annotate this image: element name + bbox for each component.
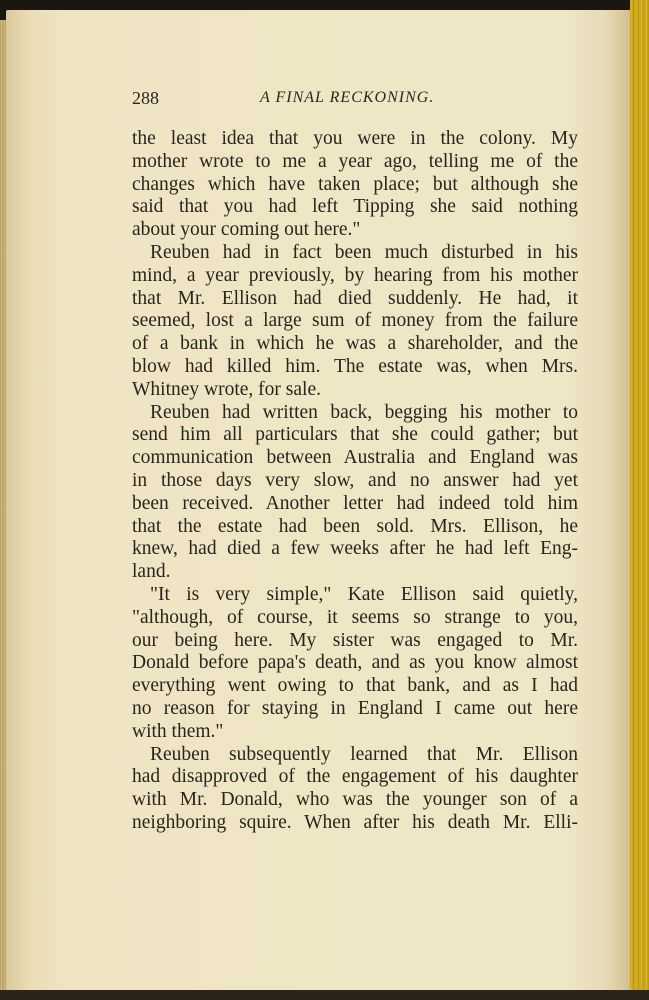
- text-line: Reuben had written back, begging his mother to: [150, 401, 578, 423]
- text-line: send him all particulars that she could gather; but: [132, 424, 578, 446]
- text-line: that the estate had been sold. Mrs. Ellison, he: [132, 515, 578, 537]
- text-line: land.: [132, 561, 171, 583]
- text-line: Reuben had in fact been much disturbed in his: [150, 241, 578, 263]
- text-line: no reason for staying in England I came out here: [132, 697, 578, 719]
- running-title: A FINAL RECKONING.: [260, 89, 435, 106]
- text-line: of a bank in which he was a shareholder, and the: [132, 333, 578, 355]
- text-line: seemed, lost a large sum of money from the failure: [132, 310, 578, 332]
- text-line: said that you had left Tipping she said nothing: [132, 196, 578, 218]
- text-line: with Mr. Donald, who was the younger son of a: [132, 789, 578, 811]
- paragraph-3: [132, 402, 578, 584]
- text-line: blow had killed him. The estate was, when Mrs.: [132, 355, 578, 377]
- paragraph-2: [132, 242, 578, 402]
- text-line: "although, of course, it seems so strange to you,: [132, 606, 578, 628]
- text-line: with them.": [132, 720, 224, 742]
- page-header: [132, 88, 578, 110]
- text-line: Donald before papa's death, and as you know almost: [132, 652, 578, 674]
- text-line: the least idea that you were in the colony. My: [132, 128, 578, 149]
- text-line: our being here. My sister was engaged to Mr.: [132, 629, 578, 651]
- paragraph-4: [132, 584, 578, 744]
- text-line: changes which have taken place; but although she: [132, 173, 578, 195]
- text-line: Whitney wrote, for sale.: [132, 378, 321, 400]
- text-line: been received. Another letter had indeed told him: [132, 492, 578, 514]
- text-line: everything went owing to that bank, and as I had: [132, 675, 578, 697]
- text-line: had disapproved of the engagement of his daughter: [132, 766, 578, 788]
- text-line: Reuben subsequently learned that Mr. Ellison: [150, 743, 578, 765]
- text-line: about your coming out here.": [132, 219, 361, 241]
- text-line: "It is very simple," Kate Ellison said quietly,: [150, 583, 578, 605]
- page-bottom-shadow: [0, 990, 649, 1000]
- text-line: in those days very slow, and no answer had yet: [132, 469, 578, 491]
- text-line: that Mr. Ellison had died suddenly. He had, it: [132, 287, 578, 309]
- text-line: neighboring squire. When after his death Mr. Elli-: [132, 811, 578, 833]
- paragraph-1: [132, 128, 578, 242]
- page-number: 288: [132, 88, 159, 108]
- text-line: communication between Australia and England was: [132, 447, 578, 469]
- paragraph-5: [132, 744, 578, 835]
- body-text: [132, 128, 578, 835]
- gilded-fore-edge: [630, 0, 649, 1000]
- text-line: mind, a year previously, by hearing from his mother: [132, 264, 578, 286]
- text-line: knew, had died a few weeks after he had left Eng-: [132, 538, 578, 560]
- text-line: mother wrote to me a year ago, telling me of the: [132, 150, 578, 172]
